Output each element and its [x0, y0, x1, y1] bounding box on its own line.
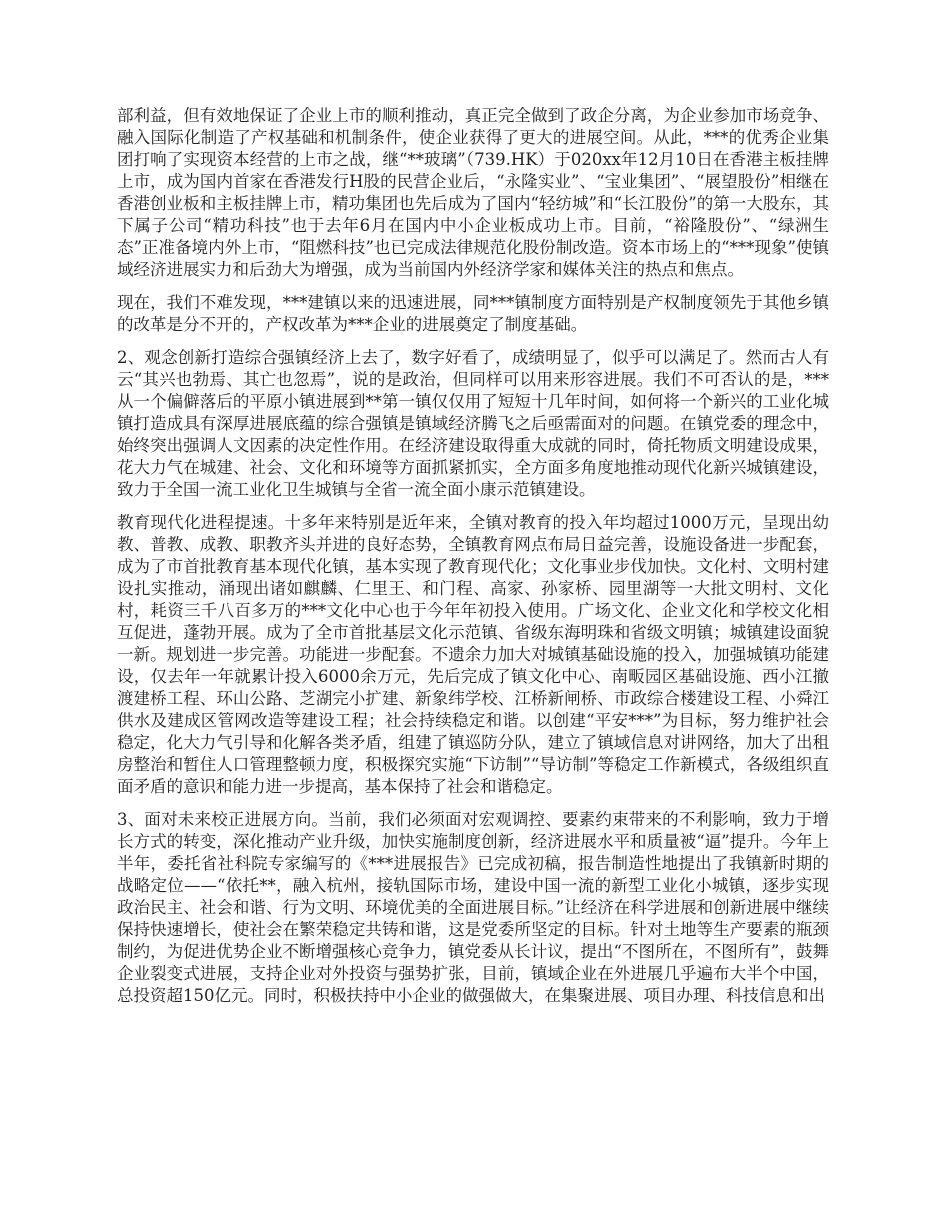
document-page: [117, 105, 829, 1018]
paragraph-3: 2、观念创新打造综合强镇经济上去了，数字好看了，成绩明显了，似乎可以满足了。然而古人有云“其兴也勃焉、其亡也忽焉”，说的是政治，但同样可以用来形容进展。我们不可否认的是，***从一个偏僻落后的平原小镇进展到**第一镇仅仅用了短短十几年时间，如何将一个新兴的工业化城镇打造成具有深厚进展底蕴的综合强镇是镇域经济腾飞之后亟需面对的问题。在镇党委的理念中，始终突出强调人文因素的决定性作用。在经济建设取得重大成就的同时，倚托物质文明建设成果，花大力气在城建、社会、文化和环境等方面抓紧抓实，全方面多角度地推动现代化新兴城镇建设，致力于全国一流工业化卫生城镇与全省一流全面小康示范镇建设。: [117, 348, 829, 499]
paragraph-5: 3、面对未来校正进展方向。当前，我们必须面对宏观调控、要素约束带来的不利影响，致力于增长方式的转变，深化推动产业升级，加快实施制度创新，经济进展水平和质量被“逼”提升。今年上半年，委托省社科院专家编写的《***进展报告》已完成初稿，报告制造性地提出了我镇新时期的战略定位——“依托**，融入杭州，接轨国际市场，建设中国一流的新型工业化小城镇，逐步实现政治民主、社会和谐、行为文明、环境优美的全面进展目标。”让经济在科学进展和创新进展中继续保持快速增长，使社会在繁荣稳定共铸和谐，这是党委所坚定的目标。针对土地等生产要素的瓶颈制约，为促进优势企业不断增强核心竞争力，镇党委从长计议，提出“不图所在，不图所有”，鼓舞企业裂变式进展，支持企业对外投资与强势扩张，目前，镇域企业在外进展几乎遍布大半个中国，总投资超150亿元。同时，积极扶持中小企业的做强做大，在集聚进展、项目办理、科技信息和出: [117, 810, 829, 1005]
paragraph-1: 部利益，但有效地保证了企业上市的顺利推动，真正完全做到了政企分离，为企业参加市场竞争、融入国际化制造了产权基础和机制条件，使企业获得了更大的进展空间。从此，***的优秀企业集团打响了实现资本经营的上市之战，继“**玻璃”（739.HK）于020xx年12月10日在香港主板挂牌上市，成为国内首家在香港发行H股的民营企业后，“永隆实业”、“宝业集团”、“展望股份”相继在香港创业板和主板挂牌上市，精功集团也先后成为了国内“轻纺城”和“长江股份”的第一大股东，其下属子公司“精功科技”也于去年6月在国内中小企业板成功上市。目前，“裕隆股份”、“绿洲生态”正准备境内外上市，“阻燃科技”也已完成法律规范化股份制改造。资本市场上的“***现象”使镇域经济进展实力和后劲大为增强，成为当前国内外经济学家和媒体关注的热点和焦点。: [117, 106, 829, 279]
paragraph-2: 现在，我们不难发现，***建镇以来的迅速进展，同***镇制度方面特别是产权制度领先于其他乡镇的改革是分不开的，产权改革为***企业的进展奠定了制度基础。: [117, 293, 829, 334]
paragraph-4: 教育现代化进程提速。十多年来特别是近年来，全镇对教育的投入年均超过1000万元，呈现出幼教、普教、成教、职教齐头并进的良好态势，全镇教育网点布局日益完善，设施设备进一步配套，成为了市首批教育基本现代化镇，基本实现了教育现代化；文化事业步伐加快。文化村、文明村建设扎实推动，涌现出诸如麒麟、仁里王、和门程、高家、孙家桥、园里湖等一大批文明村、文化村，耗资三千八百多万的***文化中心也于今年年初投入使用。广场文化、企业文化和学校文化相互促进，蓬勃开展。成为了全市首批基层文化示范镇、省级东海明珠和省级文明镇；城镇建设面貌一新。规划进一步完善。功能进一步配套。不遗余力加大对城镇基础设施的投入，加强城镇功能建设，仅去年一年就累计投入6000余万元，先后完成了镇文化中心、南畈园区基础设施、西小江撤渡建桥工程、环山公路、芝湖完小扩建、新象纬学校、江桥新闸桥、市政综合楼建设工程、小舜江供水及建成区管网改造等建设工程；社会持续稳定和谐。以创建“平安***”为目标，努力维护社会稳定，化大力气引导和化解各类矛盾，组建了镇巡防分队，建立了镇域信息对讲网络，加大了出租房整治和暂住人口管理整顿力度，积极探究实施“下访制”“导访制”等稳定工作新模式，各级组织直面矛盾的意识和能力进一步提高，基本保持了社会和谐稳定。: [117, 513, 829, 796]
